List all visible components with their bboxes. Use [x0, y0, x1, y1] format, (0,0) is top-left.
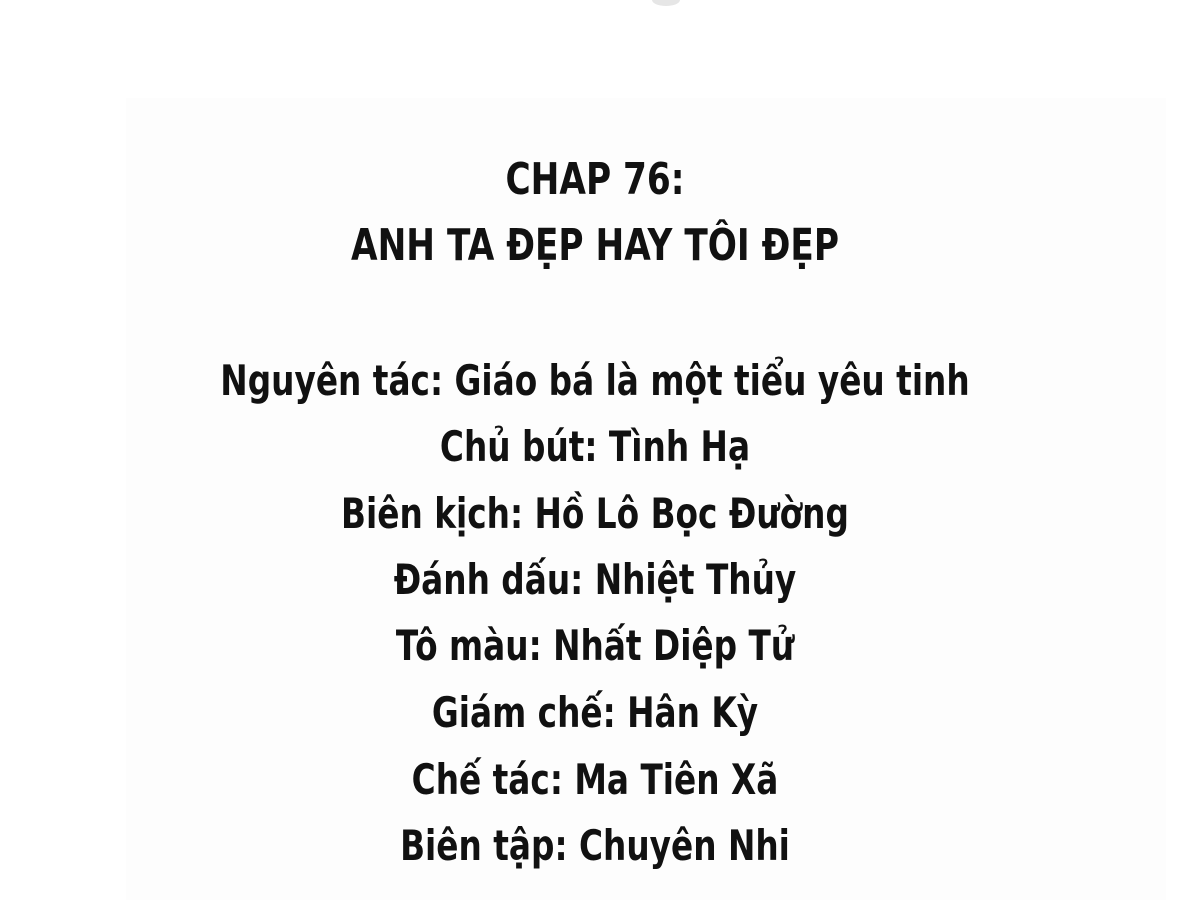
- decorative-smudge: [652, 0, 680, 6]
- credit-supervisor: Giám chế: Hân Kỳ: [431, 688, 759, 737]
- credit-producer: Chế tác: Ma Tiên Xã: [411, 755, 779, 804]
- chapter-title: ANH TA ĐẸP HAY TÔI ĐẸP: [351, 220, 839, 271]
- credit-inker: Đánh dấu: Nhiệt Thủy: [393, 555, 797, 604]
- credit-screenwriter: Biên kịch: Hồ Lô Bọc Đường: [341, 489, 849, 538]
- credit-original-work: Nguyên tác: Giáo bá là một tiểu yêu tinh: [220, 356, 970, 405]
- chapter-number: CHAP 76:: [505, 154, 685, 205]
- credit-lead-artist: Chủ bút: Tình Hạ: [439, 422, 751, 471]
- credit-editor: Biên tập: Chuyên Nhi: [400, 821, 790, 870]
- credit-colorist: Tô màu: Nhất Diệp Tử: [395, 621, 795, 670]
